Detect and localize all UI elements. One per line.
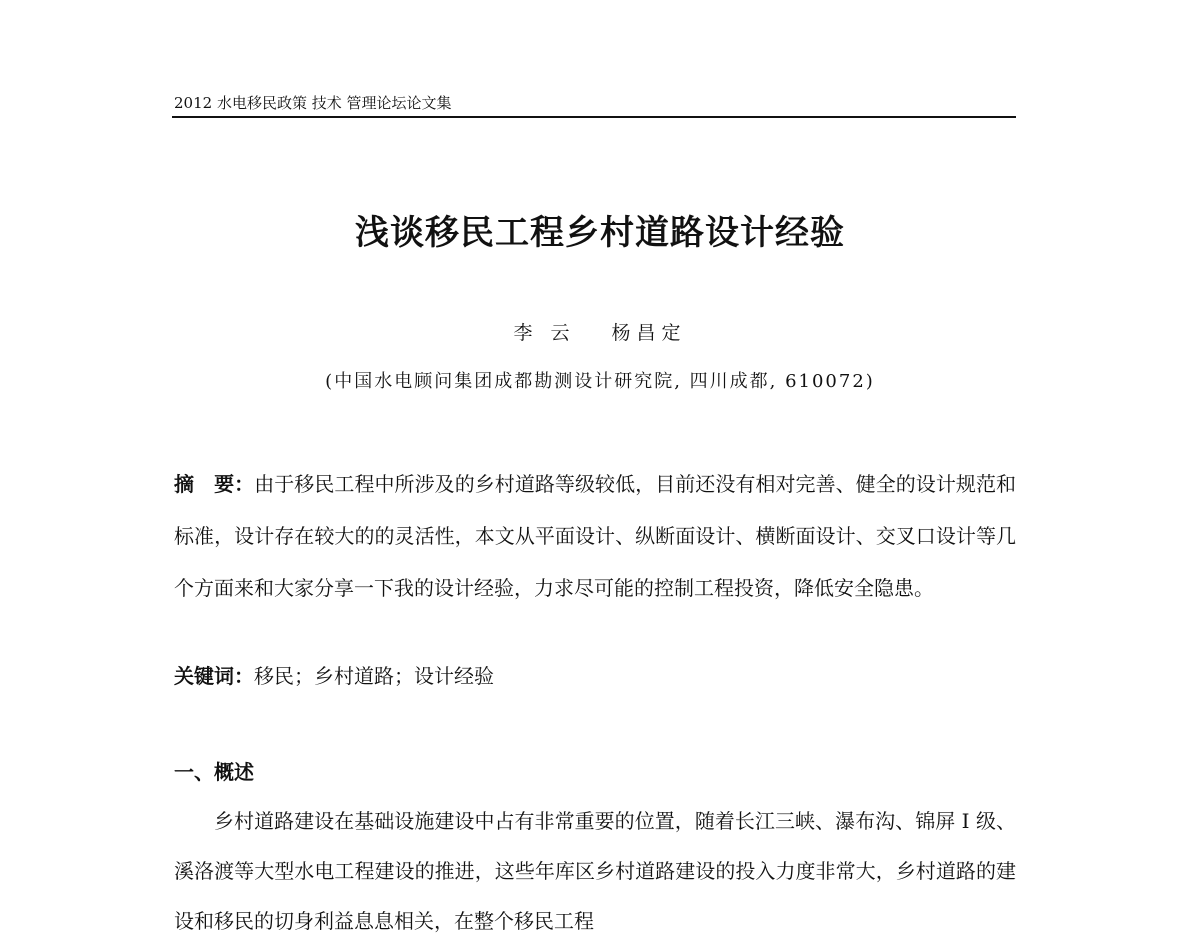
keywords-text: 移民；乡村道路；设计经验: [254, 664, 494, 688]
running-header: 2012 水电移民政策 技术 管理论坛论文集: [174, 94, 452, 112]
author-name: 李 云: [513, 322, 576, 344]
abstract-label: 摘 要：: [174, 472, 255, 496]
keywords: [174, 652, 1016, 700]
section-paragraph: 乡村道路建设在基础设施建设中占有非常重要的位置，随着长江三峡、瀑布沟、锦屏 I 级、溪洛渡等大型水电工程建设的推进，这些年库区乡村道路建设的投入力度非常大，乡村道路的建设和移民的切身利益息息相关，在整个移民工程: [174, 809, 1016, 933]
header-rule: [172, 116, 1016, 118]
author-affiliation: (中国水电顾问集团成都勘测设计研究院, 四川成都, 610072): [325, 371, 875, 392]
keywords-label: 关键词：: [174, 664, 254, 688]
abstract: [174, 458, 1016, 614]
author-line: [0, 318, 1200, 345]
abstract-text: 由于移民工程中所涉及的乡村道路等级较低，目前还没有相对完善、健全的设计规范和标准，设计存在较大的的灵活性，本文从平面设计、纵断面设计、横断面设计、交叉口设计等几个方面来和大家分享一下我的设计经验，力求尽可能的控制工程投资，降低安全隐患。: [174, 472, 1017, 600]
paper-title: 浅谈移民工程乡村道路设计经验: [355, 213, 845, 253]
author-name: 杨昌定: [611, 322, 687, 344]
section-heading: 一、概述: [174, 760, 254, 784]
